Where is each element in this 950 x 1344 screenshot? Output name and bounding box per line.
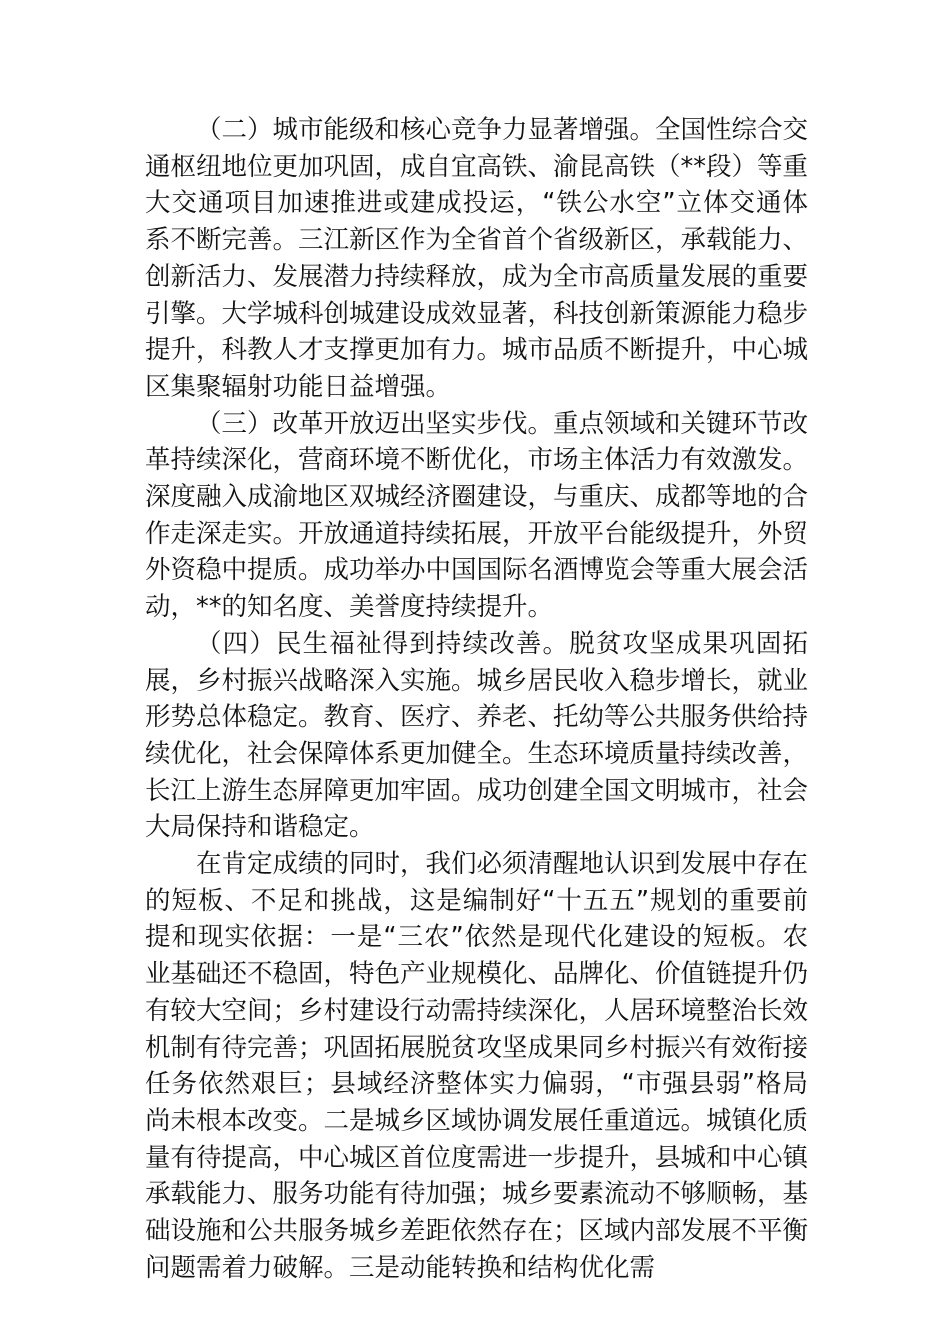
paragraph-city-competitiveness: （二）城市能级和核心竞争力显著增强。全国性综合交通枢纽地位更加巩固，成自宜高铁、渝昆高铁（**段）等重大交通项目加速推进或建成投运，“铁公水空”立体交通体系不断完善。三江新区作为全省首个省级新区，承载能力、创新活力、发展潜力持续释放，成为全市高质量发展的重要引擎。大学城科创城建设成效显著，科技创新策源能力稳步提升，科教人才支撑更加有力。城市品质不断提升，中心城区集聚辐射功能日益增强。 — [145, 115, 809, 402]
document-body — [145, 112, 808, 1287]
paragraph-reform-opening: （三）改革开放迈出坚实步伐。重点领域和关键环节改革持续深化，营商环境不断优化，市场主体活力有效激发。深度融入成渝地区双城经济圈建设，与重庆、成都等地的合作走深走实。开放通道持续拓展，开放平台能级提升，外贸外资稳中提质。成功举办中国国际名酒博览会等重大展会活动，**的知名度、美誉度持续提升。 — [145, 408, 809, 623]
paragraph-livelihood: （四）民生福祉得到持续改善。脱贫攻坚成果巩固拓展，乡村振兴战略深入实施。城乡居民收入稳步增长，就业形势总体稳定。教育、医疗、养老、托幼等公共服务供给持续优化，社会保障体系更加健全。生态环境质量持续改善，长江上游生态屏障更加牢固。成功创建全国文明城市，社会大局保持和谐稳定。 — [145, 628, 809, 843]
paragraph-shortcomings: 在肯定成绩的同时，我们必须清醒地认识到发展中存在的短板、不足和挑战，这是编制好“十五五”规划的重要前提和现实依据：一是“三农”依然是现代化建设的短板。农业基础还不稳固，特色产业规模化、品牌化、价值链提升仍有较大空间；乡村建设行动需持续深化，人居环境整治长效机制有待完善；巩固拓展脱贫攻坚成果同乡村振兴有效衔接任务依然艰巨；县域经济整体实力偏弱，“市强县弱”格局尚未根本改变。二是城乡区域协调发展任重道远。城镇化质量有待提高，中心城区首位度需进一步提升，县城和中心镇承载能力、服务功能有待加强；城乡要素流动不够顺畅，基础设施和公共服务城乡差距依然存在；区域内部发展不平衡问题需着力破解。三是动能转换和结构优化需 — [145, 849, 809, 1283]
